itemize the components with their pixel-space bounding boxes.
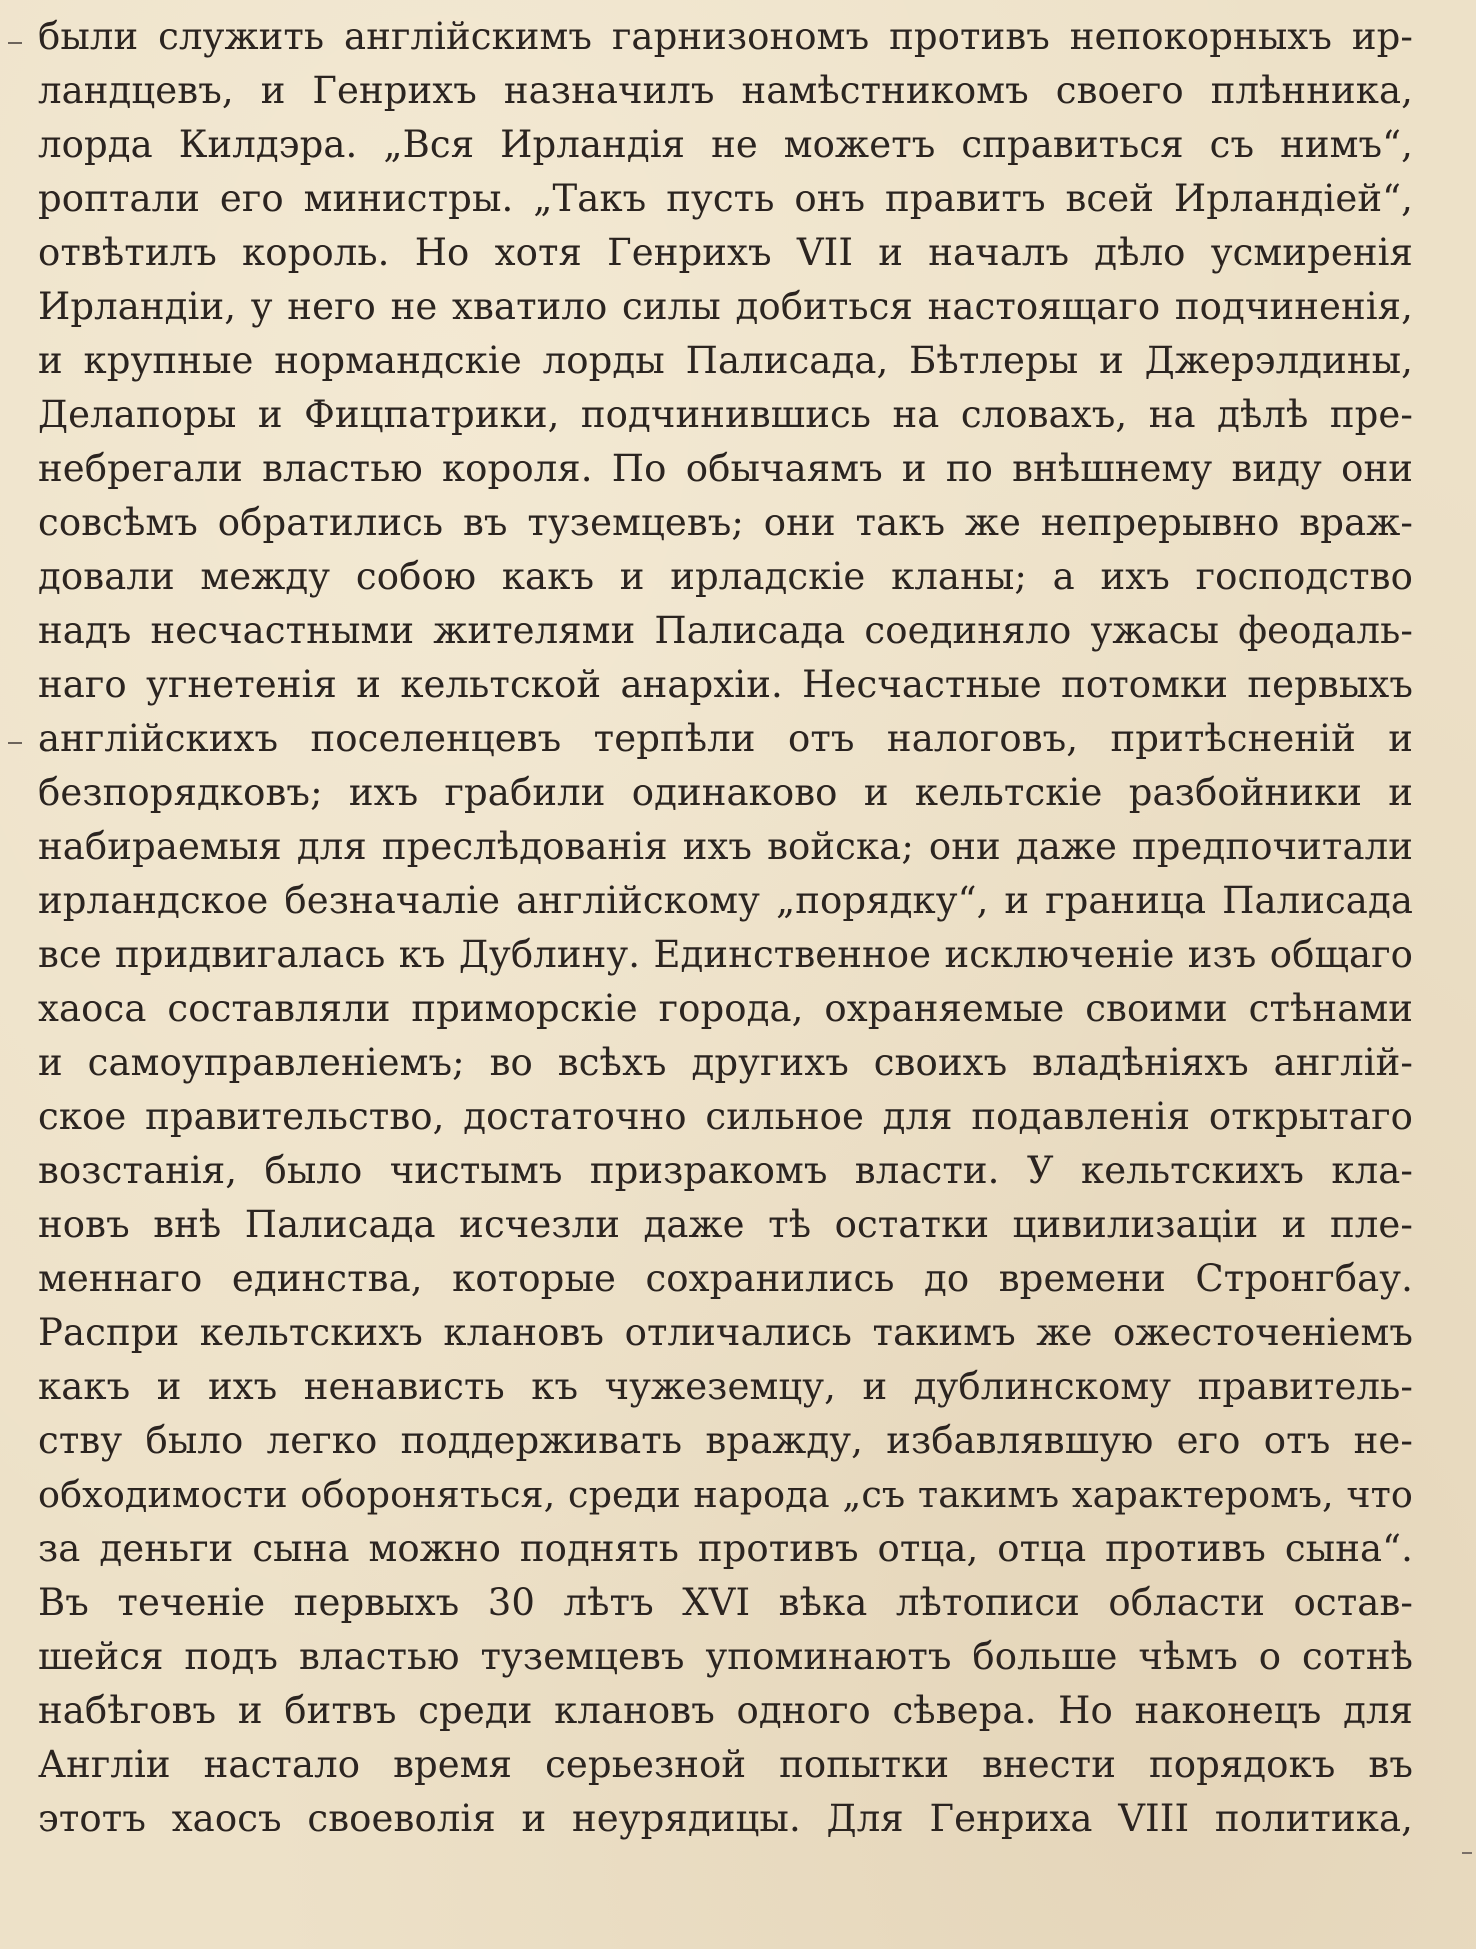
text-line: небрегали властью короля. По обычаямъ и по внѣшнему виду они [38,447,1413,490]
text-line: безпорядковъ; ихъ грабили одинаково и кельтскіе разбойники и [38,771,1413,814]
text-line: ирландское безначаліе англійскому „порядку“, и граница Палисада [38,879,1413,922]
text-line: шейся подъ властью туземцевъ упоминаютъ больше чѣмъ о сотнѣ [38,1635,1413,1678]
margin-mark [8,42,22,44]
text-line: Распри кельтскихъ клановъ отличались такимъ же ожесточеніемъ [38,1311,1413,1354]
text-line: Ирландіи, у него не хватило силы добиться настоящаго подчиненія, [38,285,1413,328]
text-line: отвѣтилъ король. Но хотя Генрихъ VII и началъ дѣло усмиренія [38,231,1413,274]
text-line: наго угнетенія и кельтской анархіи. Несчастные потомки первыхъ [38,663,1413,706]
text-line: роптали его министры. „Такъ пусть онъ правитъ всей Ирландіей“, [38,177,1413,220]
text-line: новъ внѣ Палисада исчезли даже тѣ остатки цивилизаціи и пле- [38,1203,1413,1246]
text-line: меннаго единства, которые сохранились до времени Стронгбау. [38,1257,1413,1300]
text-line: надъ несчастными жителями Палисада соединяло ужасы феодаль- [38,609,1413,652]
text-line: совсѣмъ обратились въ туземцевъ; они такъ же непрерывно враж- [38,501,1413,544]
text-line: и крупные нормандскіе лорды Палисада, Бѣтлеры и Джерэлдины, [38,339,1413,382]
text-line: набираемыя для преслѣдованія ихъ войска; они даже предпочитали [38,825,1413,868]
text-line: Въ теченіе первыхъ 30 лѣтъ XVI вѣка лѣтописи области остав- [38,1581,1413,1624]
text-line: какъ и ихъ ненависть къ чужеземцу, и дублинскому правитель- [38,1365,1413,1408]
margin-mark [8,742,22,744]
text-line: довали между собою какъ и ирладскіе кланы; а ихъ господство [38,555,1413,598]
text-line: ское правительство, достаточно сильное для подавленія открытаго [38,1095,1413,1138]
text-line: лорда Килдэра. „Вся Ирландія не можетъ справиться съ нимъ“, [38,123,1413,166]
text-line: были служить англійскимъ гарнизономъ противъ непокорныхъ ир- [38,15,1413,58]
text-line: хаоса составляли приморскіе города, охраняемые своими стѣнами [38,987,1413,1030]
text-line: и самоуправленіемъ; во всѣхъ другихъ своихъ владѣніяхъ англій- [38,1041,1413,1084]
text-line: все придвигалась къ Дублину. Единственное исключеніе изъ общаго [38,933,1413,976]
text-line: ландцевъ, и Генрихъ назначилъ намѣстникомъ своего плѣнника, [38,69,1413,112]
text-line: Делапоры и Фицпатрики, подчинившись на словахъ, на дѣлѣ пре- [38,393,1413,436]
text-line: обходимости обороняться, среди народа „съ такимъ характеромъ, что [38,1473,1413,1516]
text-line: ству было легко поддерживать вражду, избавлявшую его отъ не- [38,1419,1413,1462]
text-line: англійскихъ поселенцевъ терпѣли отъ налоговъ, притѣсненій и [38,717,1413,760]
text-line: этотъ хаосъ своеволія и неурядицы. Для Генриха VIII политика, [38,1797,1413,1840]
text-line: набѣговъ и битвъ среди клановъ одного сѣвера. Но наконецъ для [38,1689,1413,1732]
text-line: возстанія, было чистымъ призракомъ власти. У кельтскихъ кла- [38,1149,1413,1192]
text-line: Англіи настало время серьезной попытки внести порядокъ въ [38,1743,1413,1786]
page-text [38,10,1413,1935]
text-line: за деньги сына можно поднять противъ отца, отца противъ сына“. [38,1527,1413,1570]
margin-mark [1462,1852,1472,1854]
